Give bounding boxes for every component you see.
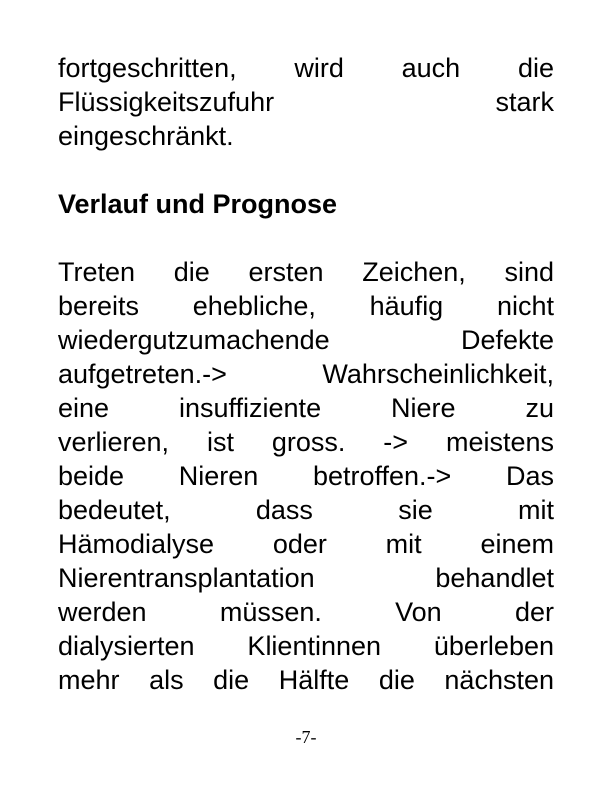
page-number: -7-: [295, 727, 317, 747]
paragraph-continuation: [58, 51, 554, 153]
section-heading: Verlauf und Prognose: [58, 189, 338, 219]
text-line: aufgetreten.-> Wahrscheinlichkeit,: [58, 359, 554, 389]
paragraph-prognosis: [58, 255, 554, 697]
text-line: eingeschränkt.: [58, 121, 234, 151]
text-line: bedeutet, dass sie mit: [58, 495, 554, 525]
text-line: dialysierten Klientinnen überleben: [58, 631, 554, 661]
text-line: beide Nieren betroffen.-> Das: [58, 461, 554, 491]
text-line: Flüssigkeitszufuhr stark: [58, 87, 554, 117]
text-line: wiedergutzumachende Defekte: [58, 325, 554, 355]
text-line: werden müssen. Von der: [58, 597, 554, 627]
text-line: verlieren, ist gross. -> meistens: [58, 427, 554, 457]
text-line: Nierentransplantation behandlet: [58, 563, 554, 593]
text-line: bereits ehebliche, häufig nicht: [58, 291, 554, 321]
text-line: mehr als die Hälfte die nächsten: [58, 665, 554, 695]
text-line: Hämodialyse oder mit einem: [58, 529, 554, 559]
text-line: eine insuffiziente Niere zu: [58, 393, 554, 423]
text-line: fortgeschritten, wird auch die: [58, 53, 554, 83]
text-line: Treten die ersten Zeichen, sind: [58, 257, 554, 287]
page-body: [58, 51, 554, 697]
